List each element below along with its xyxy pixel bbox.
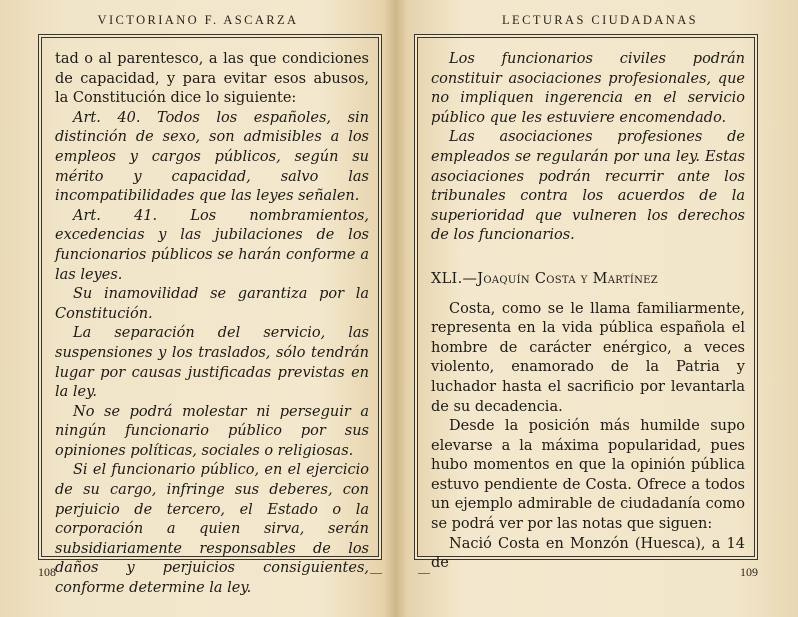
left-page [0, 0, 396, 617]
page-number-right: 109 [740, 565, 758, 579]
right-page [402, 0, 798, 617]
right-top-paragraph-2: Las asociaciones profesiones de empleados se regularán por una ley. Estas asociaciones podrán recurrir ante los tribunales contra los acuerdos de la superioridad que vulneren los derechos de los funcionarios. [431, 129, 745, 244]
running-head-left: VICTORIANO F. ASCARZA [97, 13, 299, 27]
right-bottom-paragraphs [431, 300, 745, 574]
section-heading-name: Joaquín Costa y Martínez [477, 270, 659, 287]
left-paragraph-2: Art. 40. Todos los españoles, sin distinción de sexo, son admisibles a los empleos y cargos públicos, según su mérito y capacidad, salvo las incompatibilidades que las leyes señalen. [55, 109, 369, 205]
section-heading-number: XLI.— [431, 270, 478, 287]
left-paragraph-5: La separación del servicio, las suspensiones y los traslados, sólo tendrán lugar por causas justificadas previstas en la ley. [55, 325, 369, 401]
running-head-right: LECTURAS CIUDADANAS [502, 13, 698, 27]
right-bottom-paragraph-1: Costa, como se le llama familiarmente, representa en la vida pública española el hombre de carácter enérgico, a veces violento, enamorado de la Patria y luchador hasta el sacrificio por levantarla de su decadencia. [431, 300, 745, 415]
right-top-paragraph-1: Los funcionarios civiles podrán constituir asociaciones profesionales, que no impliquen ingerencia en el servicio público que les estuviere encomendado. [431, 51, 745, 126]
page-number-left: 108 [38, 565, 56, 579]
section-heading [431, 270, 745, 290]
left-paragraph-3: Art. 41. Los nombramientos, excedencias y las jubilaciones de los funcionarios públicos se harán conforme a las leyes. [55, 207, 369, 283]
footer-mark-right: — [418, 565, 430, 579]
right-bottom-paragraph-3: Nació Costa en Monzón (Huesca), a 14 de [431, 535, 745, 572]
left-paragraph-6: No se podrá molestar ni perseguir a ningún funcionario público por sus opiniones políticas, sociales o religiosas. [55, 403, 369, 459]
left-paragraph-4: Su inamovilidad se garantiza por la Constitución. [55, 286, 369, 322]
left-paragraph-7: Si el funcionario público, en el ejercicio de su cargo, infringe sus deberes, con perjuicio de tercero, el Estado o la corporación a quien sirva, serán subsidiariamente responsables de los daños y perjuicios consiguientes, conforme determine la ley. [55, 462, 369, 597]
right-page-text [431, 50, 745, 574]
left-page-text [55, 50, 369, 599]
footer-mark-left: — [370, 565, 382, 579]
right-bottom-paragraph-2: Desde la posición más humilde supo elevarse a la máxima popularidad, pues hubo momentos en que la opinión pública estuvo pendiente de Costa. Ofrece a todos un ejemplo admirable de ciudadanía como se podrá ver por las notas que siguen: [431, 418, 745, 533]
right-top-paragraphs [431, 50, 745, 246]
left-paragraph-1: tad o al parentesco, a las que condiciones de capacidad, y para evitar esos abusos, la Constitución dice lo siguiente: [55, 51, 369, 107]
